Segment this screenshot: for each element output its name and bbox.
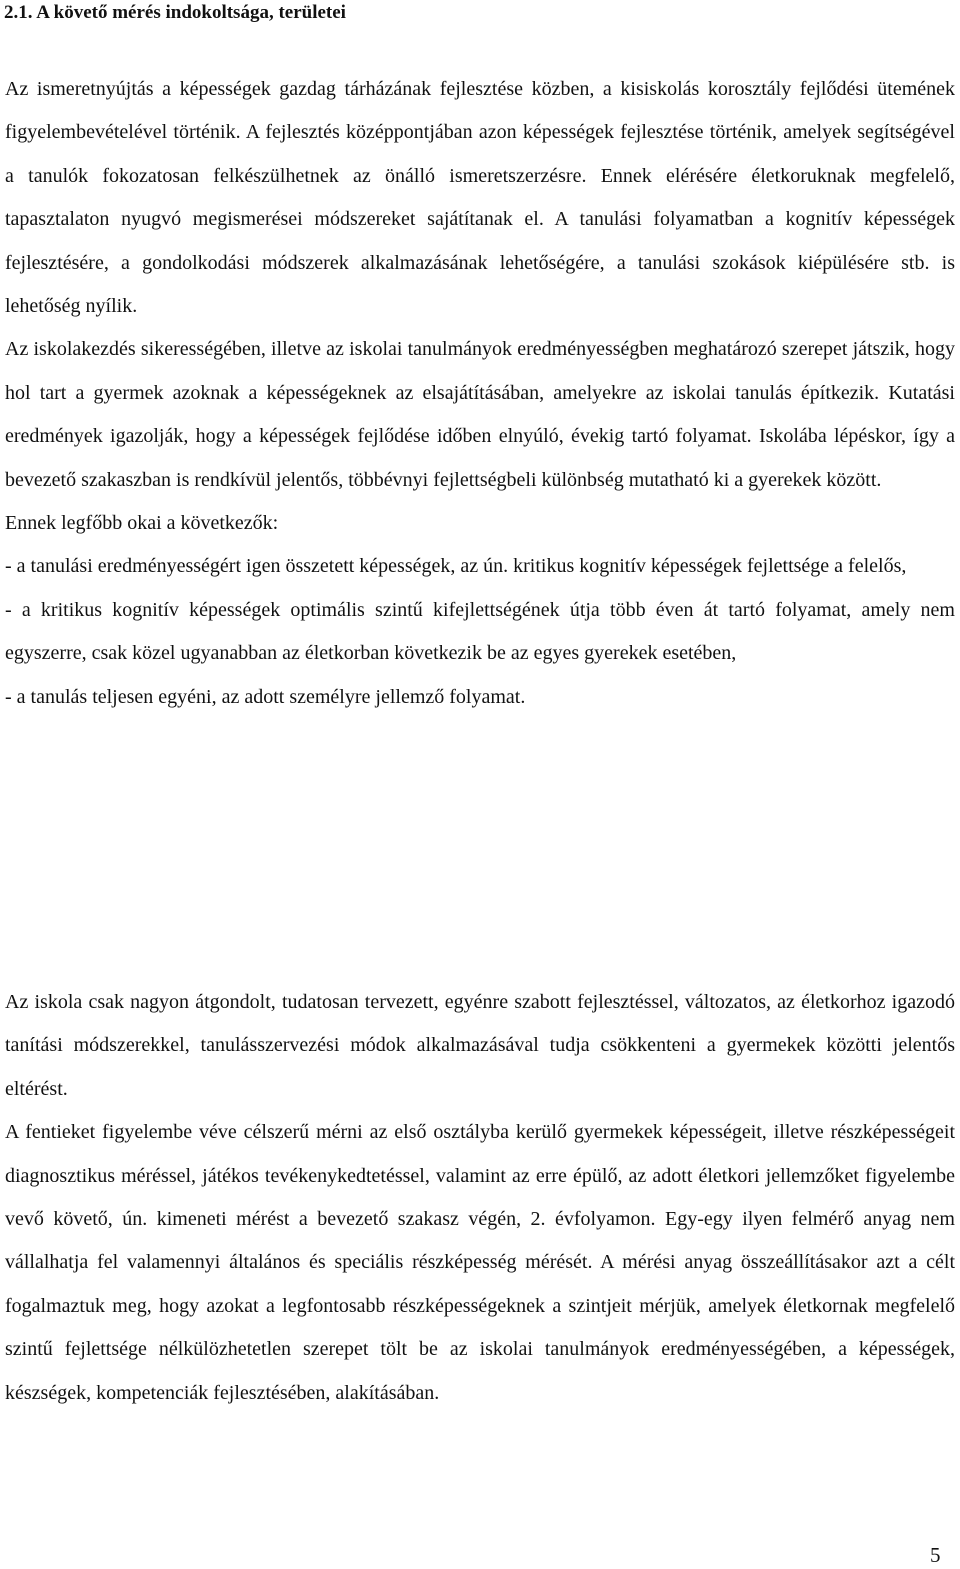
paragraph-school-start: Az iskolakezdés sikerességében, illetve az iskolai tanulmányok eredményességben meghatározó szerepet játszik, hogy hol tart a gyermek azoknak a képességeknek az elsajátításában, amelyekre az iskolai tanulás építkezik. Kutatási eredmények igazolják, hogy a képességek fejlődése időben elnyúló, évekig tartó folyamat. Iskolába lépéskor, így a bevezető szakaszban is rendkívül jelentős, többévnyi fejlettségbeli különbség mutatható ki a gyerekek között. bbox=[5, 338, 955, 491]
text-block-2 bbox=[5, 981, 955, 1415]
text-block-1 bbox=[5, 68, 955, 719]
list-item: - a tanulás teljesen egyéni, az adott személyre jellemző folyamat. bbox=[5, 685, 526, 708]
list-item: - a kritikus kognitív képességek optimális szintű kifejlettségének útja több éven át tartó folyamat, amely nem egyszerre, csak közel ugyanabban az életkorban következik be az egyes gyerekek esetében, bbox=[5, 598, 955, 665]
paragraph-school-development: Az iskola csak nagyon átgondolt, tudatosan tervezett, egyénre szabott fejlesztéssel, változatos, az életkorhoz igazodó tanítási módszerekkel, tanulásszervezési módok alkalmazásával tudja csökkenteni a gyermekek közötti jelentős eltérést. bbox=[5, 991, 955, 1100]
page-number: 5 bbox=[930, 1543, 941, 1567]
paragraph-reasons-lead: Ennek legfőbb okai a következők: bbox=[5, 512, 279, 535]
list-item: - a tanulási eredményességért igen összetett képességek, az ún. kritikus kognitív képességek fejlettsége a felelős, bbox=[5, 555, 907, 578]
section-heading: 2.1. A követő mérés indokoltsága, területei bbox=[4, 2, 346, 23]
paragraph-intro: Az ismeretnyújtás a képességek gazdag tárházának fejlesztése közben, a kisiskolás korosztály fejlődési ütemének figyelembevételével történik. A fejlesztés középpontjában azon képességek fejlesztése történik, amelyek segítségével a tanulók fokozatosan felkészülhetnek az önálló ismeretszerzésre. Ennek elérésére életkoruknak megfelelő, tapasztalaton nyugvó megismerései módszereket sajátítanak el. A tanulási folyamatban a kognitív képességek fejlesztésére, a gondolkodási módszerek alkalmazásának lehetőségére, a tanulási szokások kiépülésére stb. is lehetőség nyílik. bbox=[5, 78, 955, 318]
paragraph-measurement: A fentieket figyelembe véve célszerű mérni az első osztályba kerülő gyermekek képességeit, illetve részképességeit diagnosztikus méréssel, játékos tevékenykedtetéssel, valamint az erre épülő, az adott életkori jellemzőket figyelembe vevő követő, ún. kimeneti mérést a bevezető szakasz végén, 2. évfolyamon. Egy-egy ilyen felmérő anyag nem vállalhatja fel valamennyi általános és speciális részképesség mérését. A mérési anyag összeállításakor azt a célt fogalmaztuk meg, hogy azokat a legfontosabb részképességeknek a szintjeit mérjük, amelyek életkornak megfelelő szintű fejlettsége nélkülözhetetlen szerepet tölt be az iskolai tanulmányok eredményességében, a képességek, készségek, kompetenciák fejlesztésében, alakításában. bbox=[5, 1121, 955, 1404]
